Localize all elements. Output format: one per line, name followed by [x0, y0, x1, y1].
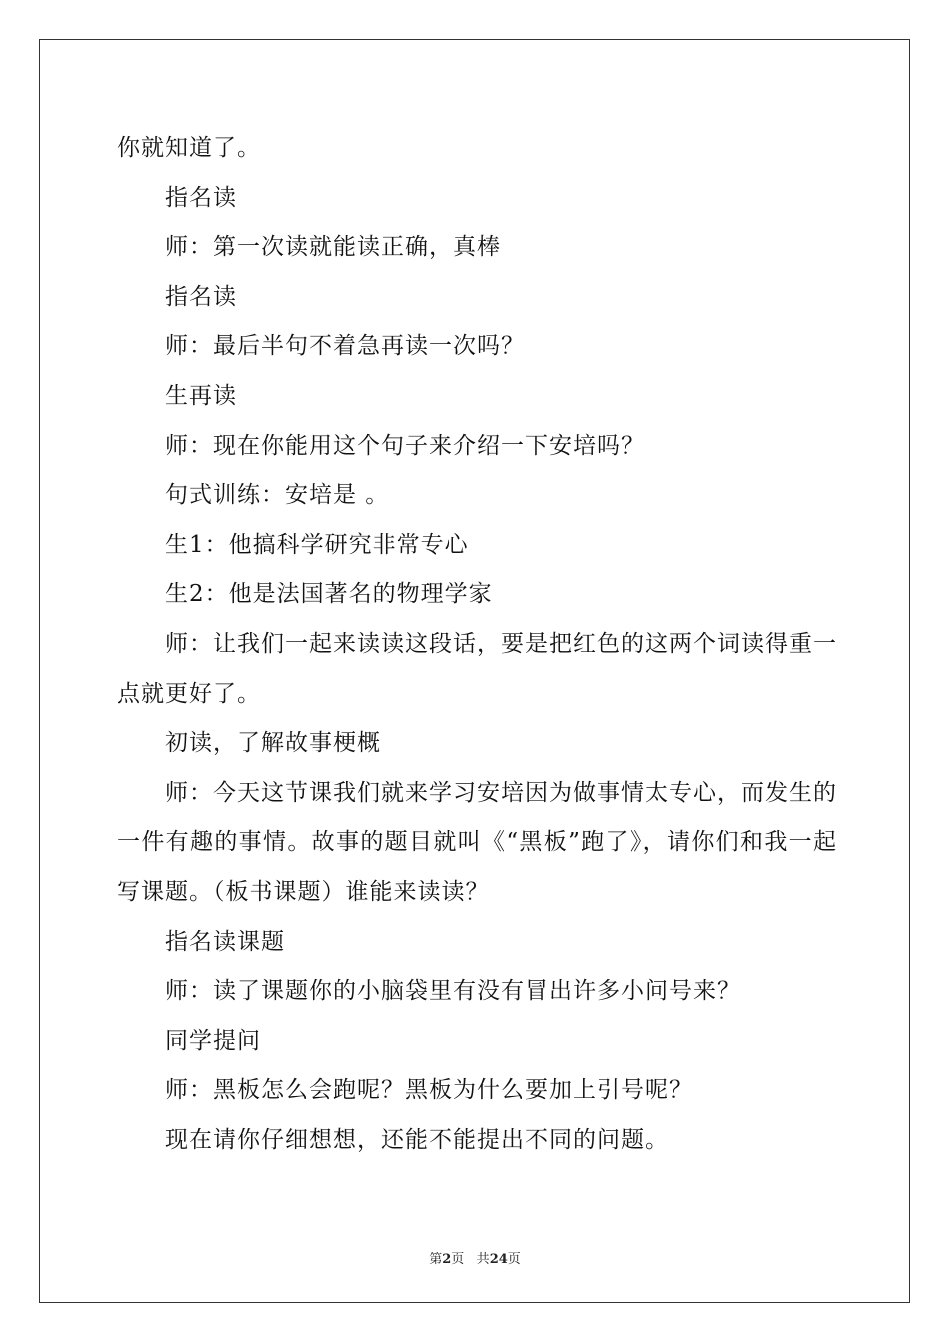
paragraph-12: 初读，了解故事梗概	[165, 730, 381, 757]
paragraph-18: 现在请你仔细想想，还能不能提出不同的问题。	[165, 1126, 669, 1153]
page-prefix: 第	[429, 1252, 443, 1267]
current-page-number: 2	[442, 1252, 452, 1267]
page-footer	[0, 1248, 950, 1267]
total-pages-number: 24	[489, 1252, 508, 1267]
paragraph-16: 同学提问	[165, 1027, 261, 1054]
paragraph-1: 你就知道了。	[117, 135, 261, 161]
paragraph-2: 指名读	[165, 184, 237, 211]
paragraph-6: 生再读	[165, 382, 237, 409]
paragraph-8: 句式训练：安培是 。	[165, 482, 390, 509]
paragraph-7: 师：现在你能用这个句子来介绍一下安培吗？	[165, 432, 645, 459]
paragraph-11: 师：让我们一起来读读这段话，要是把红色的这两个词读得重一点就更好了。	[117, 630, 837, 707]
paragraph-5: 师：最后半句不着急再读一次吗？	[165, 333, 525, 360]
total-prefix: 共	[476, 1252, 490, 1267]
paragraph-13: 师：今天这节课我们就来学习安培因为做事情太专心，而发生的一件有趣的事情。故事的题目就叫《“黑板”跑了》，请你们和我一起写课题。（板书课题）谁能来读读？	[117, 779, 837, 905]
paragraph-14: 指名读课题	[165, 928, 285, 955]
paragraph-17: 师：黑板怎么会跑呢？黑板为什么要加上引号呢？	[165, 1077, 693, 1104]
paragraph-9: 生1：他搞科学研究非常专心	[165, 531, 469, 558]
paragraph-10: 生2：他是法国著名的物理学家	[165, 581, 493, 608]
paragraph-4: 指名读	[165, 283, 237, 310]
paragraph-15: 师：读了课题你的小脑袋里有没有冒出许多小问号来？	[165, 978, 741, 1005]
paragraph-3: 师：第一次读就能读正确，真棒	[165, 234, 501, 261]
page-suffix: 页	[451, 1252, 465, 1267]
total-suffix: 页	[507, 1252, 521, 1267]
document-body	[117, 124, 837, 1165]
